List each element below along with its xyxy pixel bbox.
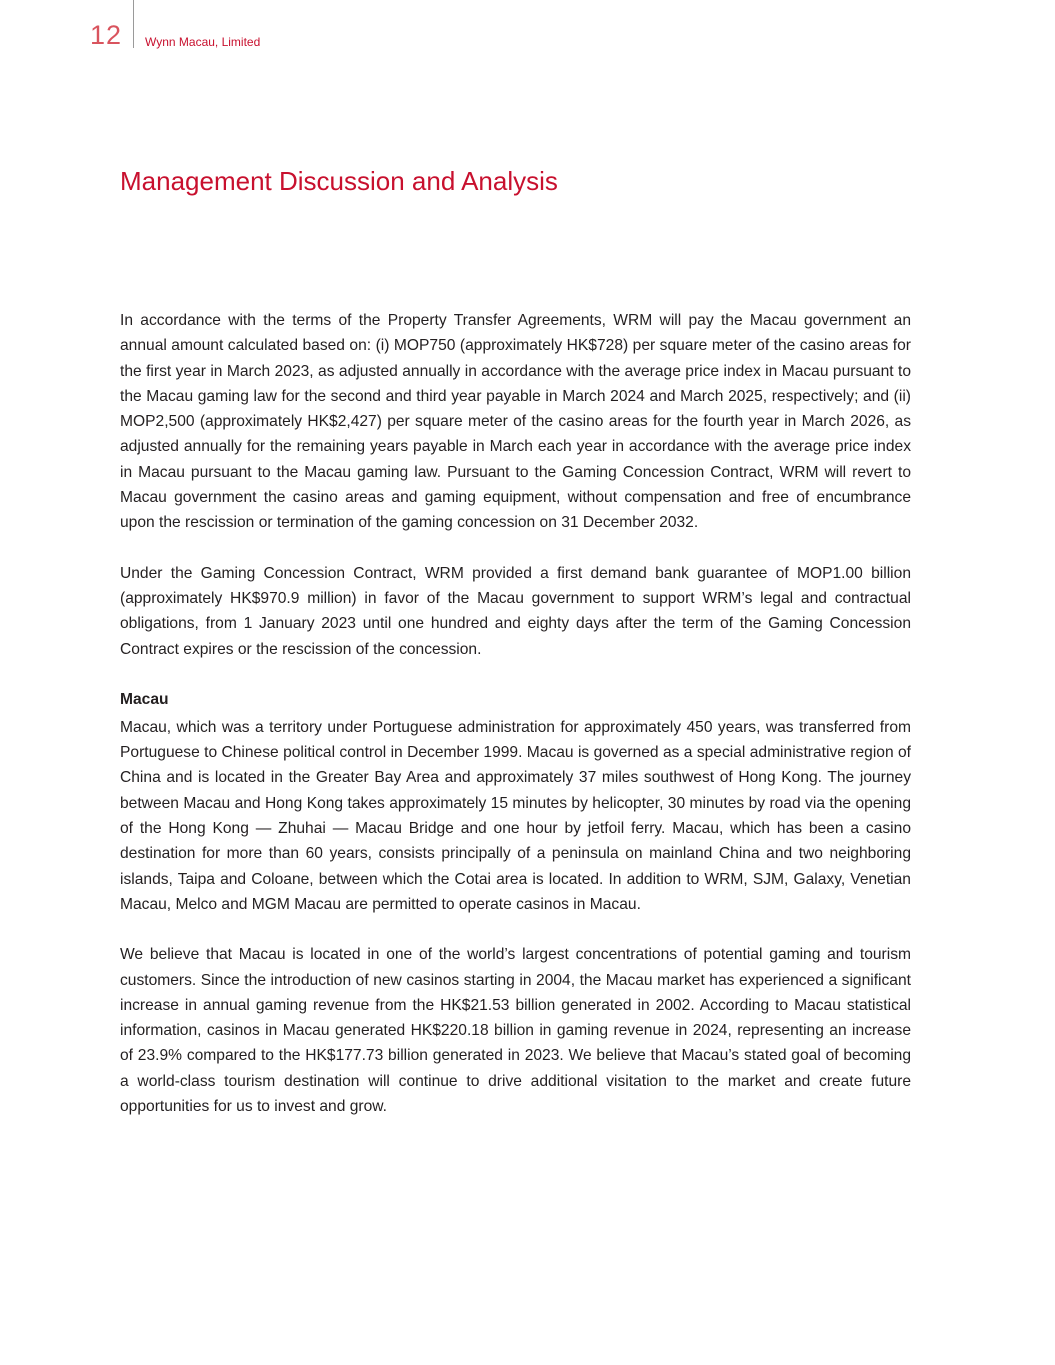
body-text <box>120 308 911 1144</box>
macau-section <box>120 687 911 1119</box>
running-header <box>0 0 1055 60</box>
paragraph-macau-market: We believe that Macau is located in one of the world’s largest concentrations of potential gaming and tourism customers. Since the introduction of new casinos starting in 2004, the Macau market has experienced a significant increase in annual gaming revenue from the HK$21.53 billion generated in 2002. According to Macau statistical information, casinos in Macau generated HK$220.18 billion in gaming revenue in 2024, representing an increase of 23.9% compared to the HK$177.73 billion generated in 2023. We believe that Macau’s stated goal of becoming a world-class tourism destination will continue to drive additional visitation to the market and create future opportunities for us to invest and grow. <box>120 946 911 1116</box>
page-number: 12 <box>90 20 123 50</box>
page-title: Management Discussion and Analysis <box>120 166 558 196</box>
paragraph-property-transfer: In accordance with the terms of the Property Transfer Agreements, WRM will pay the Macau government an annual amount calculated based on: (i) MOP750 (approximately HK$728) per square meter of the casino areas for the first year in March 2023, as adjusted annually in accordance with the average price index in Macau pursuant to the Macau gaming law for the second and third year payable in March 2024 and March 2025, respectively; and (ii) MOP2,500 (approximately HK$2,427) per square meter of the casino areas for the fourth year in March 2026, as adjusted annually for the remaining years payable in March each year in accordance with the average price index in Macau pursuant to the Macau gaming law. Pursuant to the Gaming Concession Contract, WRM will revert to Macau government the casino areas and gaming equipment, without compensation and free of encumbrance upon the rescission or termination of the gaming concession on 31 December 2032. <box>120 312 911 532</box>
paragraph-bank-guarantee: Under the Gaming Concession Contract, WRM provided a first demand bank guarantee of MOP1.00 billion (approximately HK$970.9 million) in favor of the Macau government to support WRM’s legal and contractual obligations, from 1 January 2023 until one hundred and eighty days after the term of the Gaming Concession Contract expires or the rescission of the concession. <box>120 564 911 658</box>
paragraph-macau-overview: Macau, which was a territory under Portuguese administration for approximately 450 years, was transferred from Portuguese to Chinese political control in December 1999. Macau is governed as a special administrative region of China and is located in the Greater Bay Area and approximately 37 miles southwest of Hong Kong. The journey between Macau and Hong Kong takes approximately 15 minutes by helicopter, 30 minutes by road via the opening of the Hong Kong — Zhuhai — Macau Bridge and one hour by jetfoil ferry. Macau, which has been a casino destination for more than 60 years, consists principally of a peninsula on mainland China and two neighboring islands, Taipa and Coloane, between which the Cotai area is located. In addition to WRM, SJM, Galaxy, Venetian Macau, Melco and MGM Macau are permitted to operate casinos in Macau. <box>120 718 911 913</box>
header-divider <box>133 0 134 48</box>
section-heading-macau: Macau <box>120 690 169 708</box>
company-name: Wynn Macau, Limited <box>145 35 261 49</box>
